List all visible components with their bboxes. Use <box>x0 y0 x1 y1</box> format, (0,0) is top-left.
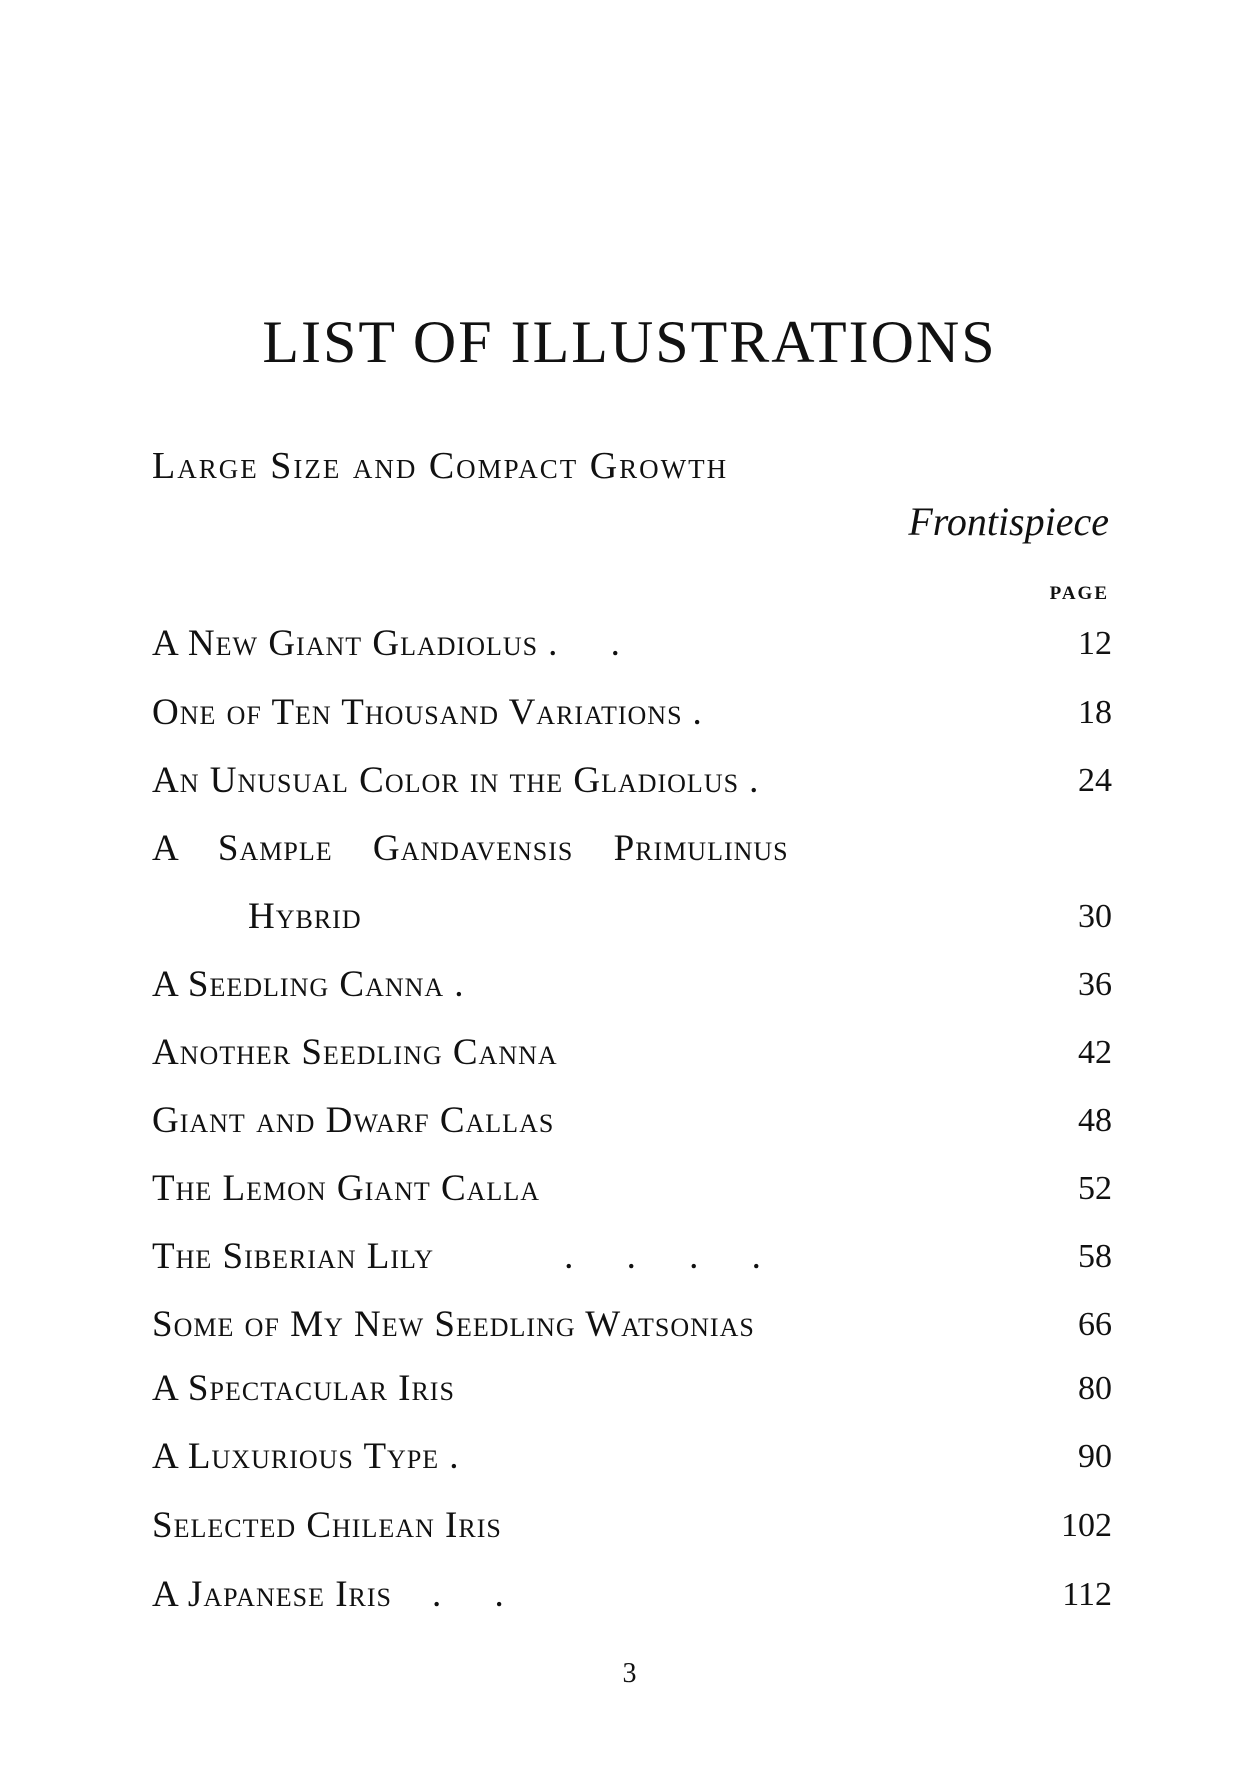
list-item <box>152 1367 1112 1411</box>
list-item <box>152 1435 1112 1479</box>
page-number: 3 <box>622 1658 637 1689</box>
list-item-caption: Selected Chilean Iris <box>152 1505 502 1546</box>
list-item-page: 18 <box>1078 694 1112 731</box>
list-item-caption: One of Ten Thousand Variations <box>152 692 683 733</box>
list-item-page: 30 <box>1078 898 1112 935</box>
list-item-page: 42 <box>1078 1034 1112 1071</box>
list-item-caption: A New Giant Gladiolus <box>152 623 539 664</box>
list-item <box>152 1031 1112 1075</box>
list-item <box>152 1573 1112 1617</box>
frontispiece-caption: Large Size and Compact Growth <box>152 445 729 487</box>
frontispiece-page: Frontispiece <box>908 499 1109 544</box>
list-item-caption: Another Seedling Canna <box>152 1032 558 1073</box>
list-item-page: 52 <box>1078 1170 1112 1207</box>
list-item-page: 66 <box>1078 1306 1112 1343</box>
list-item-caption: Some of My New Seedling Watsonias <box>152 1304 755 1345</box>
list-item-page: 48 <box>1078 1102 1112 1139</box>
list-item-caption: Giant and Dwarf Callas <box>152 1100 555 1141</box>
list-item-page: 36 <box>1078 966 1112 1003</box>
dot-leaders: . <box>449 1436 481 1477</box>
list-item <box>152 691 1112 735</box>
list-item-caption: A Sample Gandavensis Primulinus <box>152 828 789 869</box>
list-item-page: 112 <box>1062 1576 1112 1613</box>
list-item <box>152 1235 1112 1279</box>
list-item-caption: A Luxurious Type <box>152 1436 440 1477</box>
list-item-page: 102 <box>1061 1507 1112 1544</box>
list-item <box>152 622 1112 666</box>
list-item <box>152 963 1112 1007</box>
list-item-caption: The Lemon Giant Calla <box>152 1168 540 1209</box>
list-item <box>152 895 1112 939</box>
list-item-page: 12 <box>1078 625 1112 662</box>
list-item-caption: An Unusual Color in the Gladiolus <box>152 760 740 801</box>
list-item <box>152 1303 1112 1347</box>
list-item-caption: A Japanese Iris <box>152 1574 392 1615</box>
list-item <box>152 759 1112 803</box>
list-item <box>152 1099 1112 1143</box>
list-item-page: 58 <box>1078 1238 1112 1275</box>
dot-leaders: . . <box>548 623 642 664</box>
dot-leaders: . <box>749 760 781 801</box>
list-item-page: 24 <box>1078 762 1112 799</box>
page-title: LIST OF ILLUSTRATIONS <box>262 309 997 375</box>
list-item <box>152 827 1112 871</box>
dot-leaders: . <box>454 964 486 1005</box>
page-column-heading: PAGE <box>1049 583 1109 604</box>
list-item-caption: Hybrid <box>248 896 362 937</box>
list-item-caption: A Seedling Canna <box>152 964 445 1005</box>
dot-leaders: . . . . <box>564 1236 783 1277</box>
list-item-page: 90 <box>1078 1438 1112 1475</box>
dot-leaders: . <box>692 692 724 733</box>
list-item-page: 80 <box>1078 1370 1112 1407</box>
list-item <box>152 1504 1112 1548</box>
list-item <box>152 1167 1112 1211</box>
list-item-caption: A Spectacular Iris <box>152 1368 455 1409</box>
dot-leaders: . . <box>432 1574 526 1615</box>
list-item-caption: The Siberian Lily <box>152 1236 435 1277</box>
